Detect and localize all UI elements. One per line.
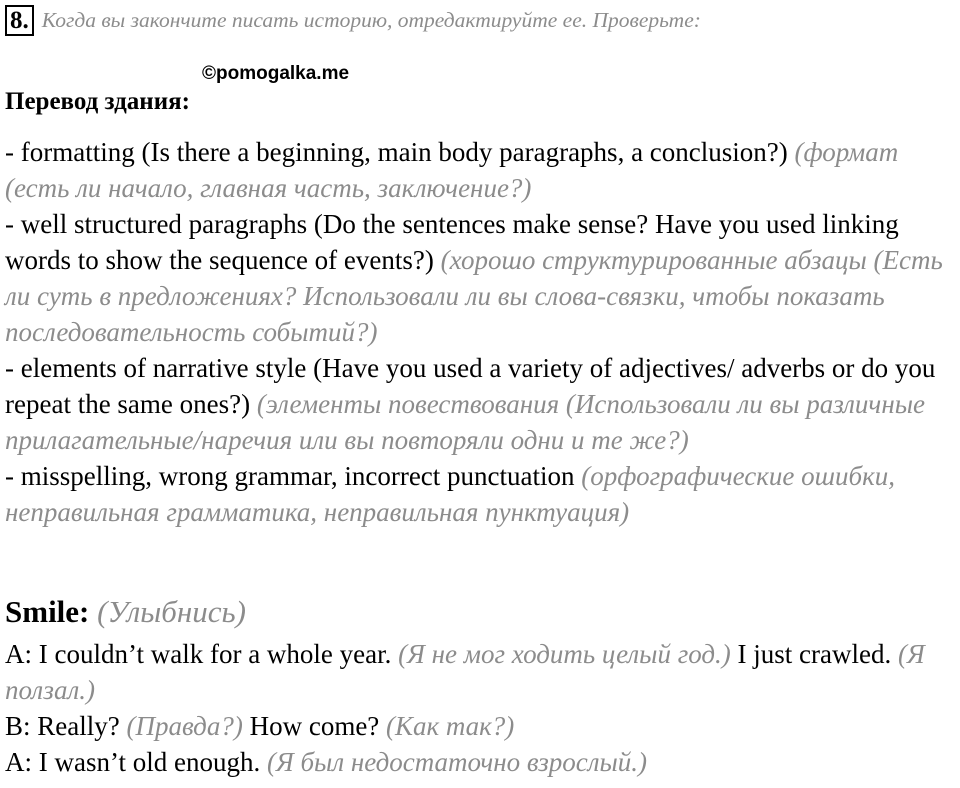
checklist-item-en: - elements of narrative style (Have you used a variety of adjectives/ adverbs or do you repeat the same ones?) [5,353,936,419]
dialog-text-ru: (Я был недостаточно взрослый.) [266,747,648,777]
watermark: ©pomogalka.me [202,63,350,84]
dialog-line [5,708,960,744]
checklist-item-en: - misspelling, wrong grammar, incorrect punctuation [5,461,575,491]
dialog-text-ru: (Я не мог ходить целый год.) [398,639,731,669]
checklist-item-ru: (орфографические ошибки, неправильная грамматика, неправильная пунктуация) [5,461,895,527]
checklist [5,134,960,530]
smile-label: Smile: [5,594,90,629]
task-number-badge: 8. [5,5,34,36]
section-title: Перевод здания: [5,88,190,115]
dialog-text-en: A: I couldn’t walk for a whole year. [5,639,392,669]
dialog-text-ru: (Правда?) [126,711,243,741]
checklist-item [5,350,960,458]
smile-section [5,592,960,780]
dialog-text-ru: (Как так?) [386,711,515,741]
task-header [5,4,701,36]
checklist-item [5,134,960,206]
checklist-item [5,458,960,530]
checklist-item-en: - well structured paragraphs (Do the sentences make sense? Have you used linking words to show the sequence of events?) [5,209,899,275]
checklist-item-ru: (формат (есть ли начало, главная часть, заключение?) [5,137,899,203]
dialog [5,636,960,780]
dialog-line [5,636,960,708]
checklist-item [5,206,960,350]
checklist-item-ru: (хорошо структурированные абзацы (Есть ли суть в предложениях? Использовали ли вы слова-связки, чтобы показать последовательность событий?) [5,245,943,347]
dialog-text-en: A: I wasn’t old enough. [5,747,261,777]
checklist-item-en: - formatting (Is there a beginning, main body paragraphs, a conclusion?) [5,137,788,167]
task-instruction: Когда вы закончите писать историю, отредактируйте ее. Проверьте: [41,7,701,32]
smile-heading [5,592,960,632]
dialog-line [5,744,960,780]
checklist-item-ru: (элементы повествования (Использовали ли вы различные прилагательные/наречия или вы повторяли одни и те же?) [5,389,925,455]
dialog-text-en: How come? [249,711,380,741]
smile-label-translation: (Улыбнись) [97,594,246,629]
dialog-text-en: B: Really? [5,711,120,741]
dialog-text-en: I just crawled. [737,639,892,669]
dialog-text-ru: (Я ползал.) [5,639,925,705]
